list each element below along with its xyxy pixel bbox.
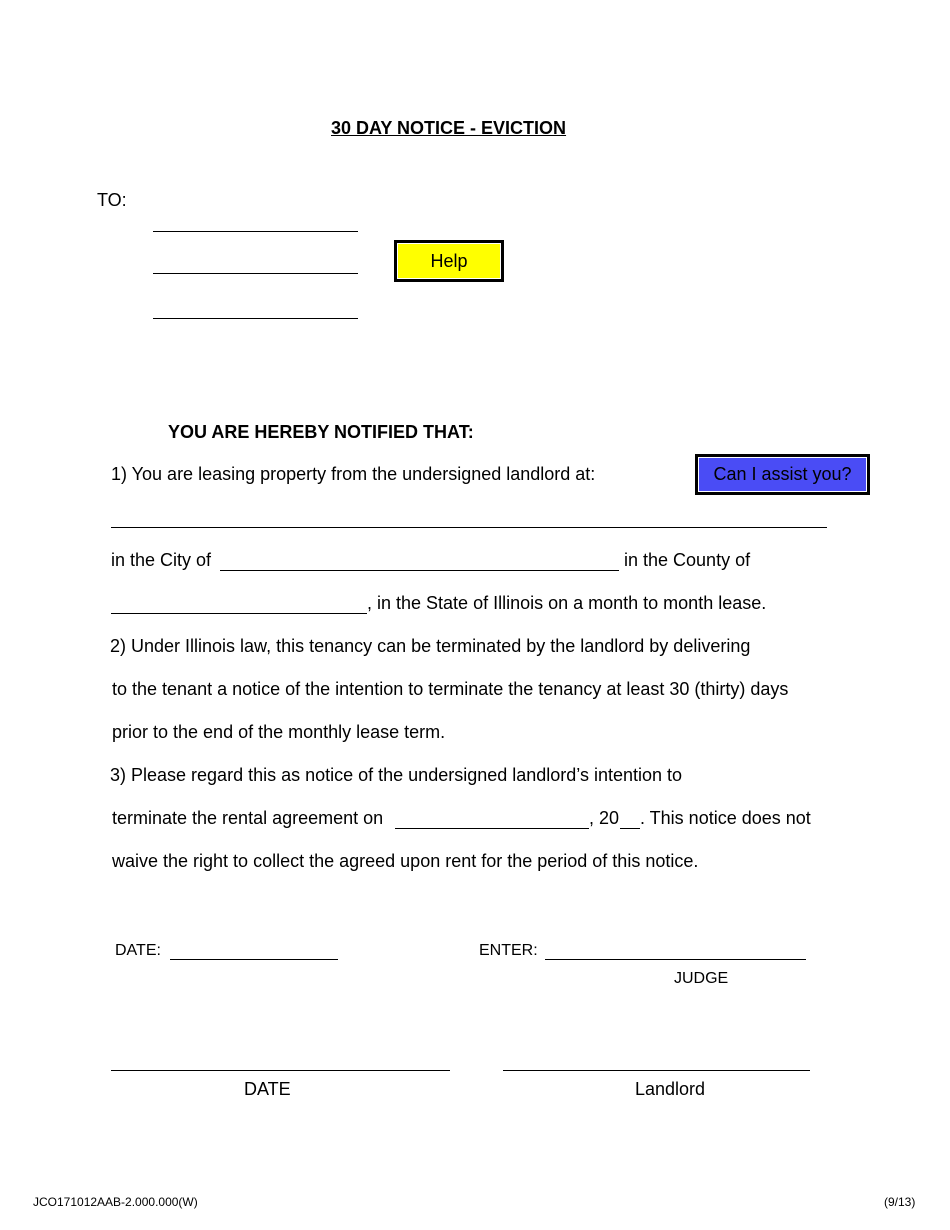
enter-label: ENTER: xyxy=(479,942,538,959)
judge-signature-line[interactable] xyxy=(545,959,806,960)
judge-label: JUDGE xyxy=(674,970,729,987)
paragraph-3-line-1: 3) Please regard this as notice of the undersigned landlord’s intention to xyxy=(110,765,683,785)
date-signature-line[interactable] xyxy=(111,1070,450,1071)
property-address-line[interactable] xyxy=(111,527,827,528)
form-id: JCO171012AAB-2.000.000(W) xyxy=(33,1195,198,1209)
recipient-line-3[interactable] xyxy=(153,318,358,319)
recipient-line-1[interactable] xyxy=(153,231,358,232)
help-button-label: Help xyxy=(397,243,501,279)
help-button[interactable] xyxy=(394,240,504,282)
termination-year-line[interactable] xyxy=(620,828,640,829)
date-caption: DATE xyxy=(244,1079,291,1099)
recipient-line-2[interactable] xyxy=(153,273,358,274)
to-label: TO: xyxy=(97,190,127,210)
termination-year-prefix: , 20 xyxy=(589,808,620,828)
landlord-caption: Landlord xyxy=(635,1079,706,1099)
paragraph-1-line-1: 1) You are leasing property from the undersigned landlord at: xyxy=(111,464,596,484)
city-line[interactable] xyxy=(220,570,619,571)
assist-button[interactable] xyxy=(695,454,870,495)
assist-button-label: Can I assist you? xyxy=(698,457,867,492)
date-line[interactable] xyxy=(170,959,338,960)
termination-prefix: terminate the rental agreement on xyxy=(112,808,384,828)
notified-heading: YOU ARE HEREBY NOTIFIED THAT: xyxy=(168,422,474,442)
document-title: 30 DAY NOTICE - EVICTION xyxy=(331,118,567,138)
landlord-signature-line[interactable] xyxy=(503,1070,810,1071)
paragraph-2-line-2: to the tenant a notice of the intention to terminate the tenancy at least 30 (thirty) days xyxy=(112,679,789,699)
county-line[interactable] xyxy=(111,613,367,614)
termination-suffix: . This notice does not xyxy=(640,808,811,828)
state-text: , in the State of Illinois on a month to month lease. xyxy=(367,593,767,613)
termination-date-line[interactable] xyxy=(395,828,589,829)
paragraph-3-line-3: waive the right to collect the agreed upon rent for the period of this notice. xyxy=(112,851,699,871)
county-suffix: in the County of xyxy=(624,550,751,570)
page-number: (9/13) xyxy=(884,1195,916,1209)
date-label: DATE: xyxy=(115,942,161,959)
city-prefix: in the City of xyxy=(111,550,212,570)
paragraph-2-line-3: prior to the end of the monthly lease term. xyxy=(112,722,446,742)
paragraph-2-line-1: 2) Under Illinois law, this tenancy can be terminated by the landlord by delivering xyxy=(110,636,751,656)
